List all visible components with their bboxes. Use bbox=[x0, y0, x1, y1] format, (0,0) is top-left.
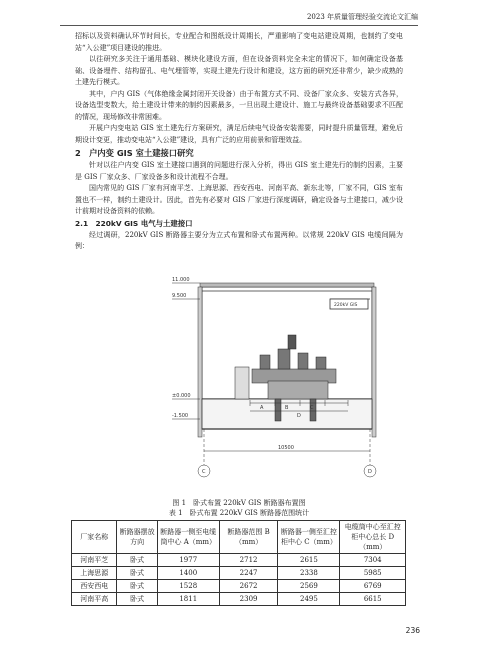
paragraph: 开展户内变电站 GIS 室土建先行方案研究，满足后续电气设备安装需要，同时提升质量管理，避免后期设计变更，推动变电站“入公建”建设，具有广泛的应用前景和管理效益。 bbox=[75, 124, 403, 144]
data-table bbox=[71, 520, 406, 606]
dim-b: B bbox=[285, 405, 289, 411]
table-header: 电缆筒中心至汇控柜中心总长 D（mm） bbox=[340, 521, 406, 554]
axis-label-left: C bbox=[202, 469, 206, 475]
paragraph: 国内常见的 GIS 厂家有河南平芝、上海思源、西安西电、河南平高、新东北等，厂家不同，GIS 室布置也不一样，制约土建设计。因此，首先有必要对 GIS 厂家进行深度调研，确定设备与土建接口，减少设计前期对设备资料的依赖。 bbox=[75, 184, 403, 215]
document-body bbox=[75, 31, 403, 253]
table-header: 断路器范围 B（mm） bbox=[219, 521, 278, 554]
section-heading: 2 户内变 GIS 室土建接口研究 bbox=[75, 148, 194, 158]
table-cell: 河南平芝 bbox=[72, 554, 117, 567]
table-caption: 表 1 卧式布置 220kV GIS 断路器范围统计 bbox=[168, 509, 310, 517]
table-header: 断路器一侧至电缆筒中心 A（mm） bbox=[157, 521, 219, 554]
page-header bbox=[60, 11, 418, 26]
paragraph: 其中，户内 GIS（气体绝缘金属封闭开关设备）由于布置方式不同、设备厂家众多、安装方式各异，设备选型变数大，给土建设计带来的制约因素最多，一旦出现土建设计、施工与最终设备基础要求不匹配的情况，现场修改非常困难。 bbox=[75, 89, 403, 121]
axis-label-right: D bbox=[368, 469, 372, 475]
table-header: 断路器一侧至汇控柜中心 C（mm） bbox=[278, 521, 340, 554]
table-cell: 河南平高 bbox=[72, 593, 117, 606]
table-cell: 1400 bbox=[157, 567, 219, 580]
paragraph: 经过调研，220kV GIS 断路器主要分为立式布置和卧式布置两种。以常规 220kV GIS 电缆间隔为例： bbox=[75, 230, 403, 250]
table-cell: 2495 bbox=[278, 593, 340, 606]
table-header: 断路器摆放方向 bbox=[117, 521, 157, 554]
table-cell: 卧式 bbox=[117, 593, 157, 606]
gis-layout-figure bbox=[160, 269, 400, 497]
table-cell: 卧式 bbox=[117, 567, 157, 580]
table-cell: 2247 bbox=[219, 567, 278, 580]
table-cell: 2309 bbox=[219, 593, 278, 606]
table-cell: 1811 bbox=[157, 593, 219, 606]
table-cell: 西安西电 bbox=[72, 580, 117, 593]
table-cell: 上海思源 bbox=[72, 567, 117, 580]
paragraph: 针对以往户内变 GIS 室土建接口遇到的问题进行深入分析，得出 GIS 室土建先行的制约因素，主要是 GIS 厂家众多、厂家设备多和设计流程不合理。 bbox=[75, 161, 403, 181]
page-number: 236 bbox=[405, 626, 420, 635]
paragraph: 以往研究多关注于通用基础、模块化建设方面，但在设备资料完全未定的情况下，如何确定设备基础、设备埋件、结构留孔、电气埋管等，实现土建先行设计和建设，这方面的研究还非常少，缺少成熟的土建先行模式。 bbox=[75, 55, 403, 86]
paragraph: 招标以及资料确认环节时间长，专业配合和图纸设计周期长，严重影响了变电站建设周期，也制约了变电站“入公建”项目建设的推进。 bbox=[75, 32, 403, 52]
dim-a: A bbox=[260, 405, 264, 411]
dim-d: D bbox=[297, 413, 301, 419]
table-header: 厂家名称 bbox=[72, 521, 117, 554]
table-cell: 2712 bbox=[219, 554, 278, 567]
table-row bbox=[72, 593, 406, 606]
table-cell: 1977 bbox=[157, 554, 219, 567]
dim-total: 10500 bbox=[278, 445, 294, 451]
dim-c: C bbox=[310, 405, 314, 411]
table-cell: 卧式 bbox=[117, 554, 157, 567]
table-cell: 6615 bbox=[340, 593, 406, 606]
table-row bbox=[72, 567, 406, 580]
table-cell: 7304 bbox=[340, 554, 406, 567]
header-title: 2023 年质量管理经验交流论文汇编 bbox=[306, 13, 418, 21]
table-row bbox=[72, 554, 406, 567]
subsection-heading: 2.1 220kV GIS 电气与土建接口 bbox=[75, 218, 193, 228]
table-cell: 6769 bbox=[340, 580, 406, 593]
figure-caption: 图 1 卧式布置 220kV GIS 断路器布置图 bbox=[172, 499, 306, 507]
table-cell: 5985 bbox=[340, 567, 406, 580]
elev-top: 11.000 bbox=[172, 277, 190, 283]
table-cell: 2672 bbox=[219, 580, 278, 593]
elev-crane: 9.500 bbox=[172, 293, 187, 299]
table-cell: 卧式 bbox=[117, 580, 157, 593]
table-cell: 1528 bbox=[157, 580, 219, 593]
table-cell: 2615 bbox=[278, 554, 340, 567]
elev-floor: ±0.000 bbox=[172, 393, 191, 399]
table-cell: 2338 bbox=[278, 567, 340, 580]
table-row bbox=[72, 580, 406, 593]
table-cell: 2569 bbox=[278, 580, 340, 593]
crane-label: 220kV GIS bbox=[334, 303, 358, 308]
elev-base: -1.500 bbox=[172, 413, 189, 419]
